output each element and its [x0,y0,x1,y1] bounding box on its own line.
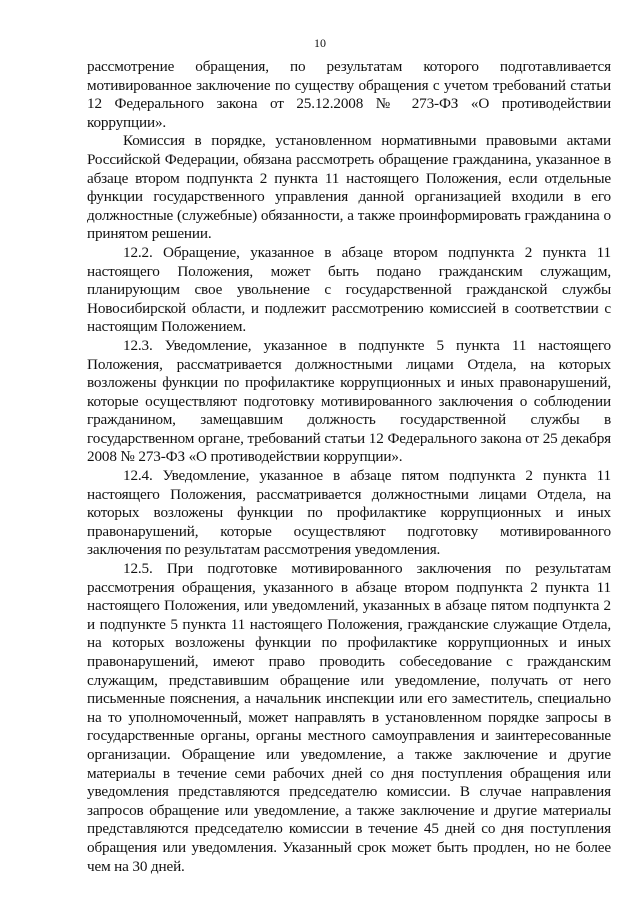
paragraph-12-4: 12.4. Уведомление, указанное в абзаце пятом подпункта 2 пункта 11 настоящего Положения, рассматривается должностными лицами Отдела, на которых возложены функции по профилактике коррупционных и иных правонарушений, которые осуществляют подготовку мотивированного заключения по результатам рассмотрения уведомления. [87,467,611,559]
document-body [87,58,611,876]
paragraph-12-5: 12.5. При подготовке мотивированного заключения по результатам рассмотрения обращения, указанного в абзаце втором подпункта 2 пункта 11 настоящего Положения, или уведомлений, указанных в абзаце пятом подпункта 2 и подпункте 5 пункта 11 настоящего Положения, гражданские служащие Отдела, на которых возложены функции по профилактике коррупционных и иных правонарушений, имеют право проводить собеседование с гражданским служащим, представившим обращение или уведомление, получать от него письменные пояснения, а начальник инспекции или его заместитель, специально на то уполномоченный, может направлять в установленном порядке запросы в государственные органы, органы местного самоуправления и заинтересованные организации. Обращение или уведомление, а также заключение и другие материалы в течение семи рабочих дней со дня поступления обращения или уведомления представляются председателю комиссии. В случае направления запросов обращение или уведомление, а также заключение и другие материалы представляются председателю комиссии в течение 45 дней со дня поступления обращения или уведомления. Указанный срок может быть продлен, но не более чем на 30 дней. [87,560,611,875]
paragraph-12-3: 12.3. Уведомление, указанное в подпункте 5 пункта 11 настоящего Положения, рассматривается должностными лицами Отдела, на которых возложены функции по профилактике коррупционных и иных правонарушений, которые осуществляют подготовку мотивированного заключения о соблюдении гражданином, замещавшим должность государственной службы в государственном органе, требований статьи 12 Федерального закона от 25 декабря 2008 № 273-ФЗ «О противодействии коррупции». [87,336,611,466]
paragraph-commission-duty: Комиссия в порядке, установленном нормативными правовыми актами Российской Федерации, обязана рассмотреть обращение гражданина, указанное в абзаце втором подпункта 2 пункта 11 настоящего Положения, если отдельные функции государственного управления данной организацией входили в его должностные (служебные) обязанности, а также проинформировать гражданина о принятом решении. [87,132,611,243]
page-number: 10 [314,36,326,50]
paragraph-continuation: рассмотрение обращения, по результатам которого подготавливается мотивированное заключение по существу обращения с учетом требований статьи 12 Федерального закона от 25.12.2008 № 273-ФЗ «О противодействии коррупции». [87,58,611,131]
paragraph-12-2: 12.2. Обращение, указанное в абзаце втором подпункта 2 пункта 11 настоящего Положения, может быть подано гражданским служащим, планирующим свое увольнение с государственной гражданской службы Новосибирской области, и подлежит рассмотрению комиссией в соответствии с настоящим Положением. [87,243,611,336]
